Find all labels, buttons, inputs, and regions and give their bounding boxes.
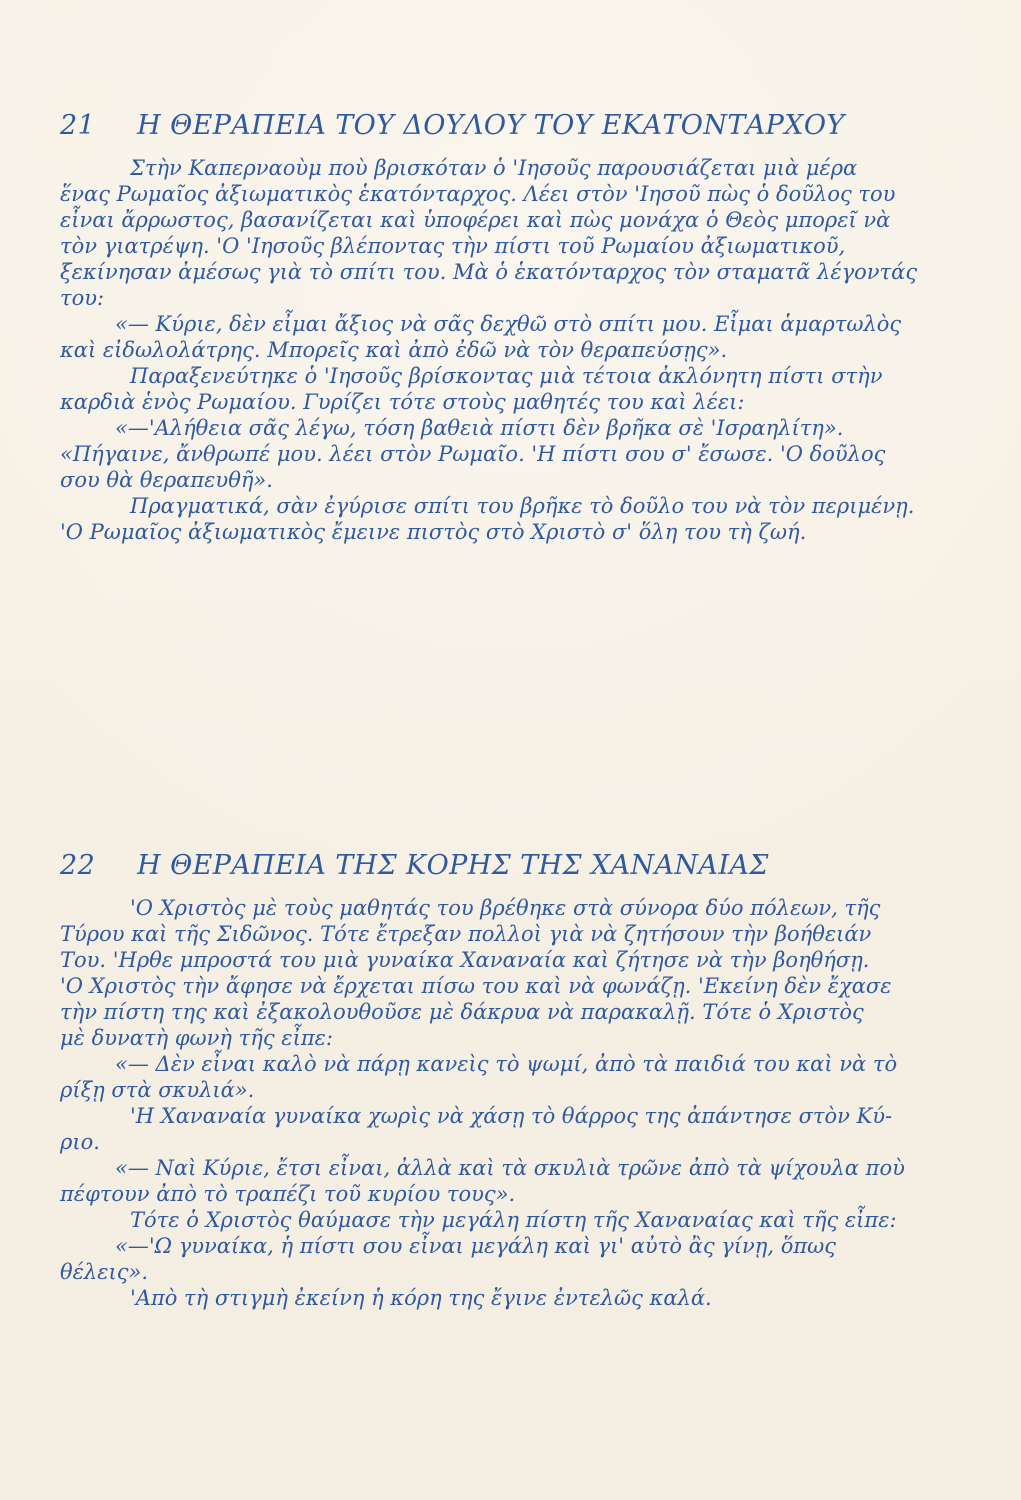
section-text: [60, 155, 960, 545]
text-line: Του. 'Ηρθε μπροστά του μιὰ γυναίκα Χαναναία καὶ ζήτησε νὰ τὴν βοηθήσῃ.: [60, 948, 870, 972]
text-line: «—'Αλήθεια σᾶς λέγω, τόση βαθειὰ πίστι δὲν βρῆκα σὲ 'Ισραηλίτη».: [115, 416, 844, 440]
text-line: «Πήγαινε, ἄνθρωπέ μου. λέει στὸν Ρωμαῖο. 'Η πίστι σου σ' ἔσωσε. 'Ο δοῦλος: [60, 442, 886, 466]
section-number: 21: [60, 110, 96, 141]
text-line: «— Ναὶ Κύριε, ἔτσι εἶναι, ἀλλὰ καὶ τὰ σκυλιὰ τρῶνε ἀπὸ τὰ ψίχουλα ποὺ: [115, 1156, 905, 1180]
section-heading: [60, 110, 960, 141]
text-line: ἕνας Ρωμαῖος ἀξιωματικὸς ἑκατόνταρχος. Λέει στὸν 'Ιησοῦ πὼς ὁ δοῦλος του: [60, 182, 896, 206]
text-line: μὲ δυνατὴ φωνὴ τῆς εἶπε:: [60, 1026, 333, 1050]
text-line: του:: [60, 286, 105, 310]
section-text: [60, 895, 960, 1311]
text-line: πέφτουν ἀπὸ τὸ τραπέζι τοῦ κυρίου τους».: [60, 1182, 516, 1206]
text-line: ριο.: [60, 1130, 100, 1154]
text-line: «— Κύριε, δὲν εἶμαι ἄξιος νὰ σᾶς δεχθῶ στὸ σπίτι μου. Εἶμαι ἁμαρτωλὸς: [115, 312, 902, 336]
text-line: καὶ εἰδωλολάτρης. Μπορεῖς καὶ ἀπὸ ἐδῶ νὰ τὸν θεραπεύσῃς».: [60, 338, 728, 362]
text-line: «—'Ω γυναίκα, ἡ πίστι σου εἶναι μεγάλη καὶ γι' αὐτὸ ἂς γίνῃ, ὅπως: [115, 1234, 837, 1258]
section-heading: [60, 850, 960, 881]
text-line: Στὴν Καπερναοὺμ ποὺ βρισκόταν ὁ 'Ιησοῦς παρουσιάζεται μιὰ μέρα: [130, 156, 858, 180]
text-line: Πραγματικά, σὰν ἐγύρισε σπίτι του βρῆκε τὸ δοῦλο του νὰ τὸν περιμένῃ.: [130, 494, 915, 518]
section-22: [60, 850, 960, 1311]
text-line: θέλεις».: [60, 1260, 149, 1284]
text-line: Τύρου καὶ τῆς Σιδῶνος. Τότε ἔτρεξαν πολλοὶ γιὰ νὰ ζητήσουν τὴν βοήθειάν: [60, 922, 872, 946]
text-line: ξεκίνησαν ἀμέσως γιὰ τὸ σπίτι του. Μὰ ὁ ἑκατόνταρχος τὸν σταματᾶ λέγοντάς: [60, 260, 918, 284]
text-line: 'Ο Χριστὸς τὴν ἄφησε νὰ ἔρχεται πίσω του καὶ νὰ φωνάζῃ. 'Εκείνη δὲν ἔχασε: [60, 974, 892, 998]
text-line: «— Δὲν εἶναι καλὸ νὰ πάρῃ κανεὶς τὸ ψωμί, ἀπὸ τὰ παιδιά του καὶ νὰ τὸ: [115, 1052, 898, 1076]
text-line: τὴν πίστη της καὶ ἐξακολουθοῦσε μὲ δάκρυα νὰ παρακαλῇ. Τότε ὁ Χριστὸς: [60, 1000, 864, 1024]
text-line: 'Απὸ τὴ στιγμὴ ἐκείνη ἡ κόρη της ἔγινε ἐντελῶς καλά.: [130, 1286, 712, 1310]
text-line: σου θὰ θεραπευθῆ».: [60, 468, 273, 492]
text-line: 'Ο Ρωμαῖος ἀξιωματικὸς ἔμεινε πιστὸς στὸ Χριστὸ σ' ὅλη του τὴ ζωή.: [60, 520, 807, 544]
text-line: ρίξῃ στὰ σκυλιά».: [60, 1078, 255, 1102]
text-line: Παραξενεύτηκε ὁ 'Ιησοῦς βρίσκοντας μιὰ τέτοια ἀκλόνητη πίστι στὴν: [130, 364, 883, 388]
section-title: Η ΘΕΡΑΠΕΙΑ ΤΟΥ ΔΟΥΛΟΥ ΤΟΥ ΕΚΑΤΟΝΤΑΡΧΟΥ: [137, 110, 845, 141]
text-line: Τότε ὁ Χριστὸς θαύμασε τὴν μεγάλη πίστη τῆς Χαναναίας καὶ τῆς εἶπε:: [130, 1208, 897, 1232]
text-line: εἶναι ἄρρωστος, βασανίζεται καὶ ὑποφέρει καὶ πὼς μονάχα ὁ Θεὸς μπορεῖ νὰ: [60, 208, 891, 232]
text-line: 'Η Χαναναία γυναίκα χωρὶς νὰ χάσῃ τὸ θάρρος της ἀπάντησε στὸν Κύ-: [130, 1104, 893, 1128]
section-number: 22: [60, 850, 96, 881]
section-title: Η ΘΕΡΑΠΕΙΑ ΤΗΣ ΚΟΡΗΣ ΤΗΣ ΧΑΝΑΝΑΙΑΣ: [137, 850, 769, 881]
text-line: 'Ο Χριστὸς μὲ τοὺς μαθητάς του βρέθηκε στὰ σύνορα δύο πόλεων, τῆς: [130, 896, 881, 920]
section-21: [60, 110, 960, 545]
text-line: καρδιὰ ἑνὸς Ρωμαίου. Γυρίζει τότε στοὺς μαθητές του καὶ λέει:: [60, 390, 745, 414]
text-line: τὸν γιατρέψη. 'Ο 'Ιησοῦς βλέποντας τὴν πίστι τοῦ Ρωμαίου ἀξιωματικοῦ,: [60, 234, 846, 258]
